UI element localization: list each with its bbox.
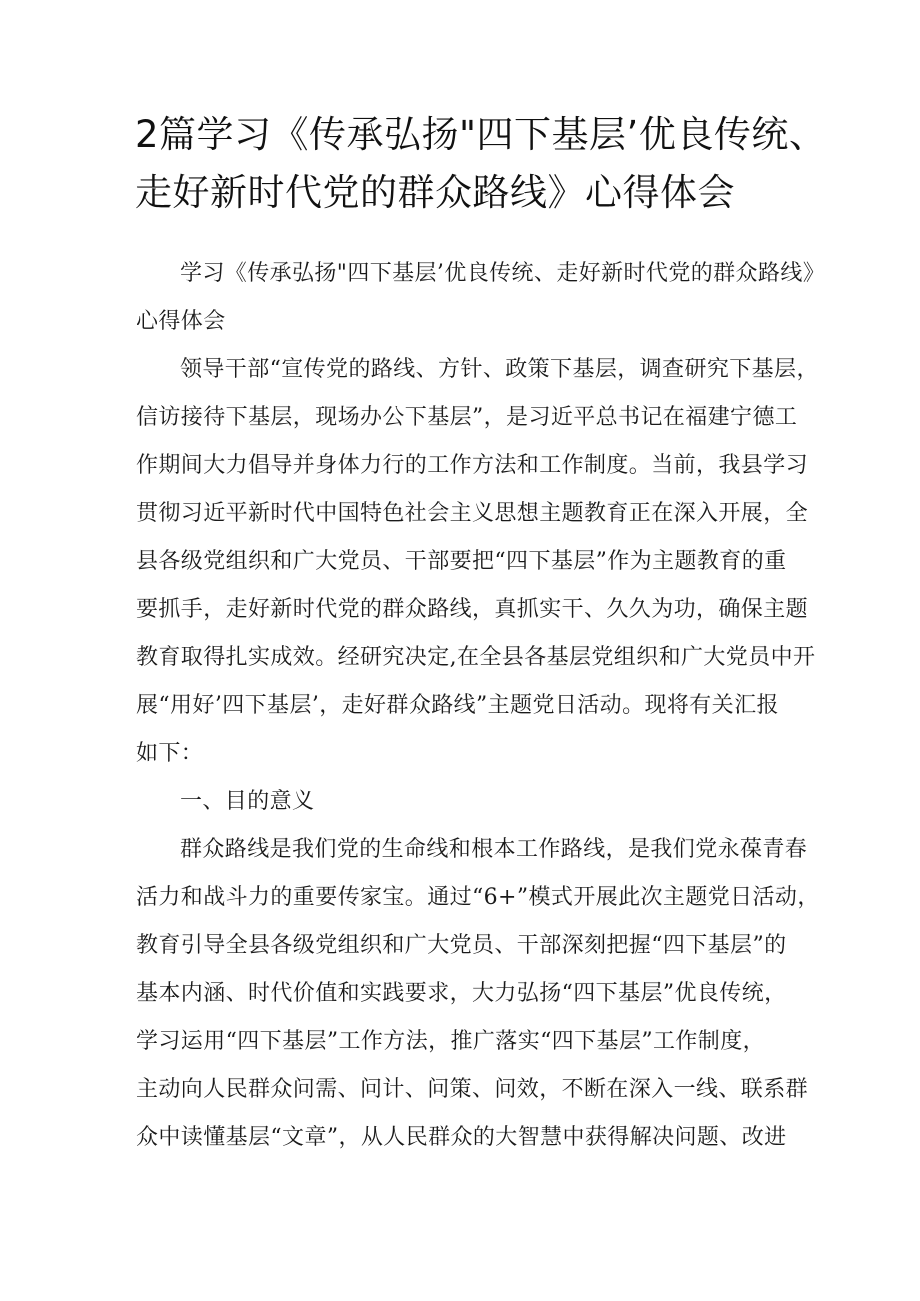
body-line: 信访接待下基层，现场办公下基层”，是习近平总书记在福建宁德工 [136, 405, 798, 430]
document-title [135, 106, 835, 222]
body-line: 如下： [136, 741, 204, 766]
body-line: 众中读懂基层“文章”，从人民群众的大智慧中获得解决问题、改进 [136, 1125, 787, 1150]
body-line: 教育取得扎实成效。经研究决定,在全县各基层党组织和广大党员中开 [136, 645, 816, 670]
body-line: 基本内涵、时代价值和实践要求，大力弘扬“四下基层”优良传统， [136, 981, 787, 1006]
body-line: 主动向人民群众问需、问计、问策、问效，不断在深入一线、联系群 [136, 1077, 809, 1102]
body-line: 心得体会 [136, 309, 226, 334]
body-line: 作期间大力倡导并身体力行的工作方法和工作制度。当前，我县学习 [136, 453, 809, 478]
body-line: 要抓手，走好新时代党的群众路线，真抓实干、久久为功，确保主题 [136, 597, 809, 622]
body-line: 学习《传承弘扬"四下基层’优良传统、走好新时代党的群众路线》 [180, 261, 826, 286]
body-line: 教育引导全县各级党组织和广大党员、干部深刻把握“四下基层”的 [136, 933, 787, 958]
title-line: 走好新时代党的群众路线》心得体会 [135, 171, 735, 214]
title-line: 2篇学习《传承弘扬"四下基层’优良传统、 [135, 113, 827, 156]
body-line: 一、目的意义 [180, 789, 315, 814]
body-line: 贯彻习近平新时代中国特色社会主义思想主题教育正在深入开展，全 [136, 501, 809, 526]
body-line: 领导干部“宣传党的路线、方针、政策下基层，调查研究下基层， [180, 357, 819, 382]
body-line: 学习运用“四下基层”工作方法，推广落实“四下基层”工作制度， [136, 1029, 765, 1054]
body-line: 展“用好’四下基层’，走好群众路线”主题党日活动。现将有关汇报 [136, 693, 779, 718]
document-body [136, 250, 826, 1162]
body-line: 县各级党组织和广大党员、干部要把“四下基层”作为主题教育的重 [136, 549, 787, 574]
body-line: 群众路线是我们党的生命线和根本工作路线，是我们党永葆青春 [180, 837, 808, 862]
body-line: 活力和战斗力的重要传家宝。通过“6+”模式开展此次主题党日活动， [136, 885, 820, 910]
